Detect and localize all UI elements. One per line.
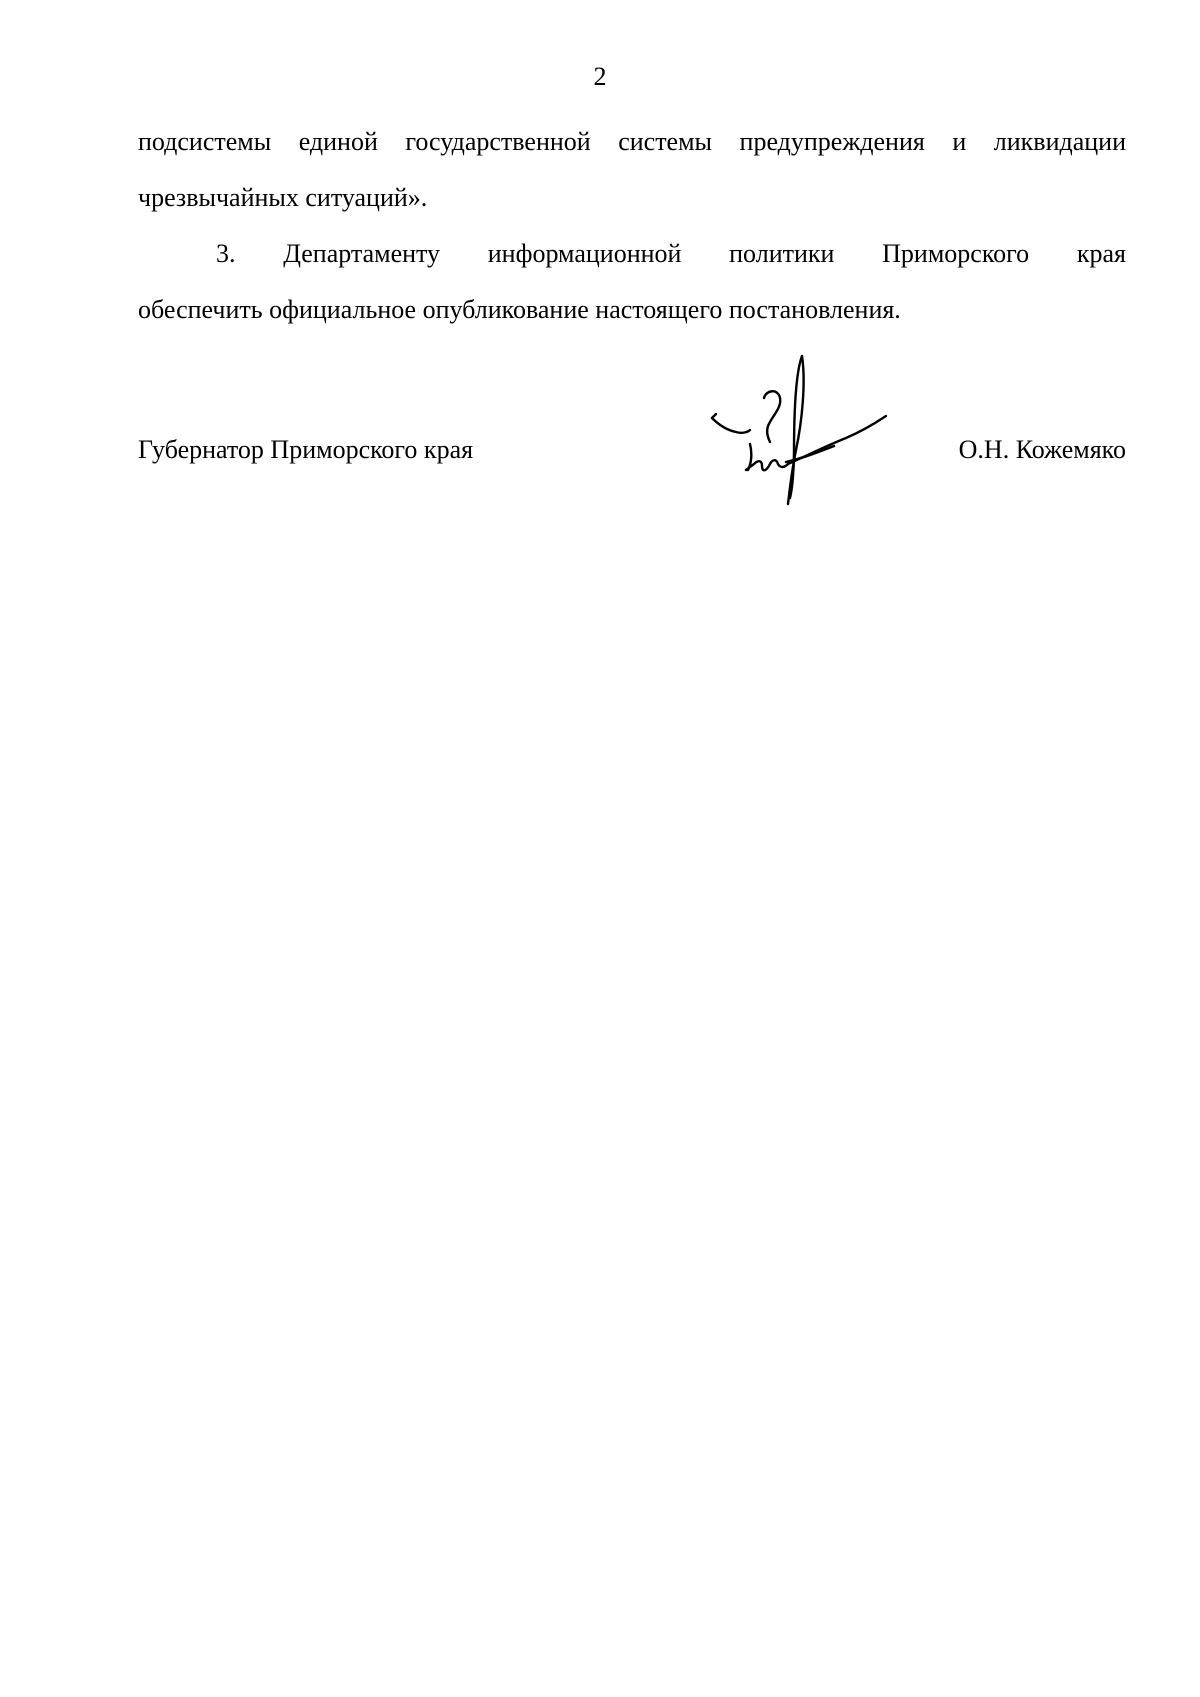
signatory-name: О.Н. Кожемяко <box>958 435 1126 464</box>
paragraph-item-3 <box>138 226 1126 338</box>
paragraph-line: 3. Департаменту информационной политики Приморского края <box>216 239 1126 268</box>
paragraph-line: обеспечить официальное опубликование настоящего постановления. <box>138 295 901 324</box>
page-number: 2 <box>593 62 607 91</box>
signatory-title: Губернатор Приморского края <box>138 435 474 464</box>
paragraph-line: чрезвычайных ситуаций». <box>138 183 428 212</box>
paragraph-continuation <box>138 114 1126 226</box>
signature-block <box>138 430 1126 470</box>
paragraph-line: подсистемы единой государственной системы предупреждения и ликвидации <box>138 127 1126 156</box>
document-body <box>138 114 1126 338</box>
handwritten-signature-icon <box>706 352 892 512</box>
